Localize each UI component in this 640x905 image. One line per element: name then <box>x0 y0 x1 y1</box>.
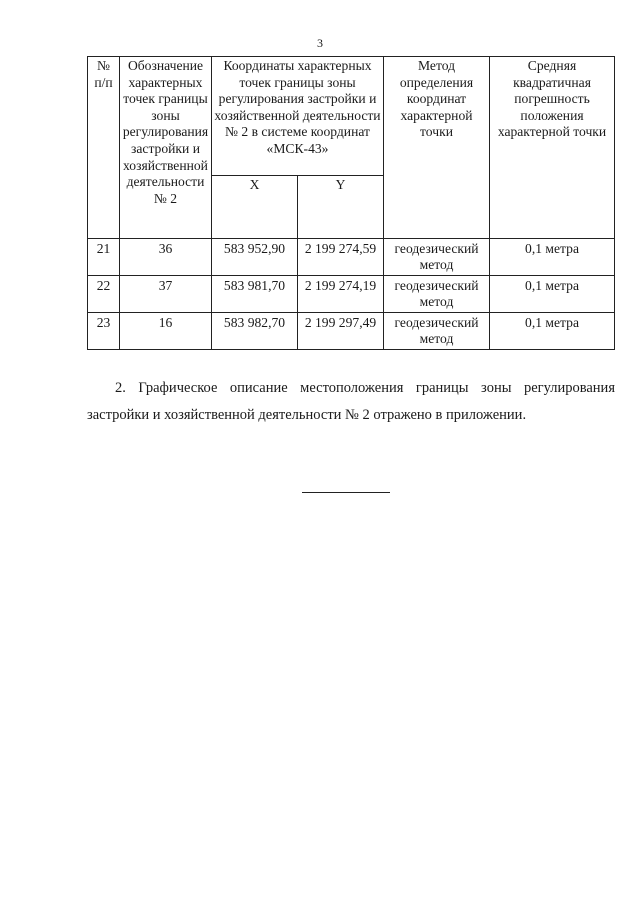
header-method: Метод определения координат характерной точки <box>384 57 490 239</box>
cell-num: 21 <box>88 239 120 276</box>
end-divider <box>302 492 390 493</box>
header-x: X <box>212 176 298 239</box>
table-row <box>88 313 615 350</box>
method-text: геодезический метод <box>394 241 479 272</box>
cell-x: 583 982,70 <box>212 313 298 350</box>
header-coordinates: Координаты характерных точек границы зоны регулирования застройки и хозяйственной деятельности № 2 в системе координат «МСК-43» <box>212 57 384 176</box>
cell-y: 2 199 297,49 <box>298 313 384 350</box>
cell-x: 583 952,90 <box>212 239 298 276</box>
coordinates-table <box>87 56 615 350</box>
table-row <box>88 276 615 313</box>
table-row <box>88 239 615 276</box>
cell-num: 23 <box>88 313 120 350</box>
cell-y: 2 199 274,59 <box>298 239 384 276</box>
cell-method <box>384 276 490 313</box>
method-text: геодезический метод <box>394 315 479 346</box>
cell-error: 0,1 метра <box>490 239 615 276</box>
cell-num: 22 <box>88 276 120 313</box>
table-header-row <box>88 57 615 176</box>
page-number: 3 <box>317 36 323 50</box>
cell-error: 0,1 метра <box>490 313 615 350</box>
header-error: Средняя квадратичная погрешность положения характерной точки <box>490 57 615 239</box>
header-point-designation: Обозначение характерных точек границы зоны регулирования застройки и хозяйственной деятельности № 2 <box>120 57 212 239</box>
body-paragraph: 2. Графическое описание местоположения границы зоны регулирования застройки и хозяйственной деятельности № 2 отражено в приложении. <box>87 380 615 423</box>
cell-method <box>384 313 490 350</box>
cell-x: 583 981,70 <box>212 276 298 313</box>
header-y: Y <box>298 176 384 239</box>
cell-point: 36 <box>120 239 212 276</box>
method-text: геодезический метод <box>394 278 479 309</box>
cell-y: 2 199 274,19 <box>298 276 384 313</box>
cell-error: 0,1 метра <box>490 276 615 313</box>
cell-method <box>384 239 490 276</box>
cell-point: 16 <box>120 313 212 350</box>
cell-point: 37 <box>120 276 212 313</box>
header-num: № п/п <box>88 57 120 239</box>
